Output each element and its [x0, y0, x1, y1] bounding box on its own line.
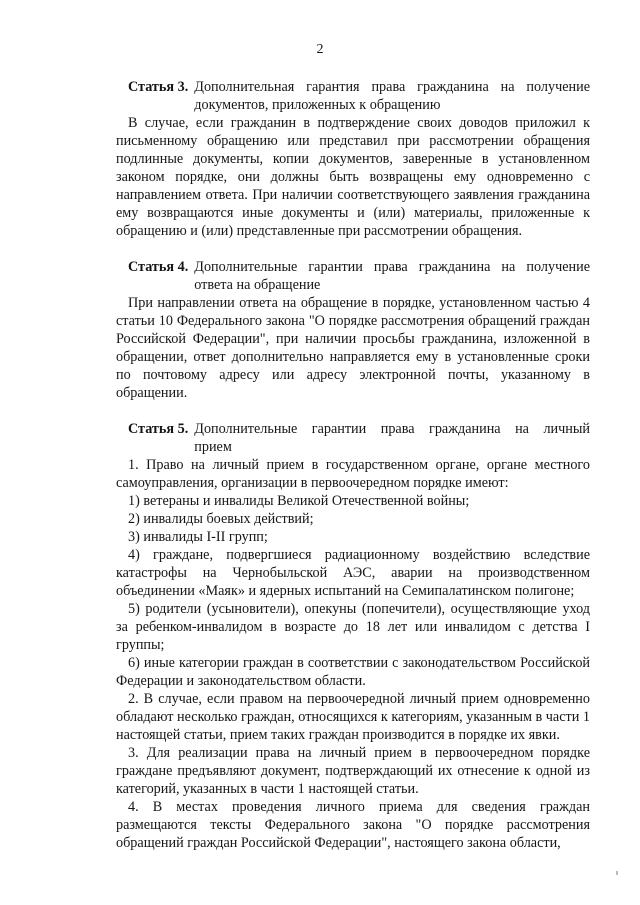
- document-body: [116, 78, 590, 852]
- article-5-paragraph: 2. В случае, если правом на первоочередной личный прием одновременно обладают несколько граждан, относящихся к категориям, указанным в части 1 настоящей статьи, прием таких граждан производится в порядке их явки.: [116, 691, 590, 743]
- article-3-title: Дополнительная гарантия права гражданина на получение документов, приложенных к обращению: [194, 79, 590, 113]
- article-5-paragraph: 3. Для реализации права на личный прием в первоочередном порядке граждане предъявляют документ, подтверждающий их отнесение к одной из категорий, указанных в части 1 настоящей статьи.: [116, 745, 590, 797]
- article-5-heading: [116, 420, 590, 456]
- article-5-label: Статья 5.: [128, 421, 189, 437]
- article-3-heading: [116, 78, 590, 114]
- article-5-paragraph: 4) граждане, подвергшиеся радиационному воздействию вследствие катастрофы на Чернобыльской АЭС, аварии на производственном объединении «Маяк» и ядерных испытаний на Семипалатинском полигоне;: [116, 547, 590, 599]
- page-number: 2: [316, 42, 324, 57]
- article-5-paragraph: 1) ветераны и инвалиды Великой Отечественной войны;: [128, 493, 470, 509]
- article-5-paragraph: 3) инвалиды I-II групп;: [128, 529, 268, 545]
- article-4-paragraph: При направлении ответа на обращение в порядке, установленном частью 4 статьи 10 Федерального закона "О порядке рассмотрения обращений граждан Российской Федерации", при наличии просьбы гражданина, изложенной в обращении, ответ дополнительно направляется ему в установленные сроки по почтовому адресу или адресу электронной почты, указанному в обращении.: [116, 295, 590, 401]
- article-5-paragraph: 4. В местах проведения личного приема для сведения граждан размещаются тексты Федерального закона "О порядке рассмотрения обращений граждан Российской Федерации", настоящего закона области,: [116, 799, 590, 851]
- article-5-paragraph: 5) родители (усыновители), опекуны (попечители), осуществляющие уход за ребенком-инвалидом в возрасте до 18 лет или инвалидом с детства I группы;: [116, 601, 590, 653]
- article-4-heading: [116, 258, 590, 294]
- article-5-title: Дополнительные гарантии права гражданина на личный прием: [194, 421, 590, 455]
- article-5-paragraph: 6) иные категории граждан в соответствии с законодательством Российской Федерации и законодательством области.: [116, 655, 590, 689]
- article-5-paragraph: 2) инвалиды боевых действий;: [128, 511, 314, 527]
- scan-mark: [616, 871, 618, 875]
- article-4-title: Дополнительные гарантии права гражданина на получение ответа на обращение: [194, 259, 590, 293]
- article-4-label: Статья 4.: [128, 259, 189, 275]
- article-3-label: Статья 3.: [128, 79, 189, 95]
- article-3-paragraph: В случае, если гражданин в подтверждение своих доводов приложил к письменному обращению или представил при рассмотрении обращения подлинные документы, копии документов, заверенные в установленном законом порядке, они должны быть возвращены ему одновременно с направлением ответа. При наличии соответствующего заявления гражданина ему возвращаются иные документы и (или) материалы, приложенные к обращению и (или) представленные при рассмотрении обращения.: [116, 115, 590, 239]
- article-5-paragraph: 1. Право на личный прием в государственном органе, органе местного самоуправления, организации в первоочередном порядке имеют:: [116, 457, 590, 491]
